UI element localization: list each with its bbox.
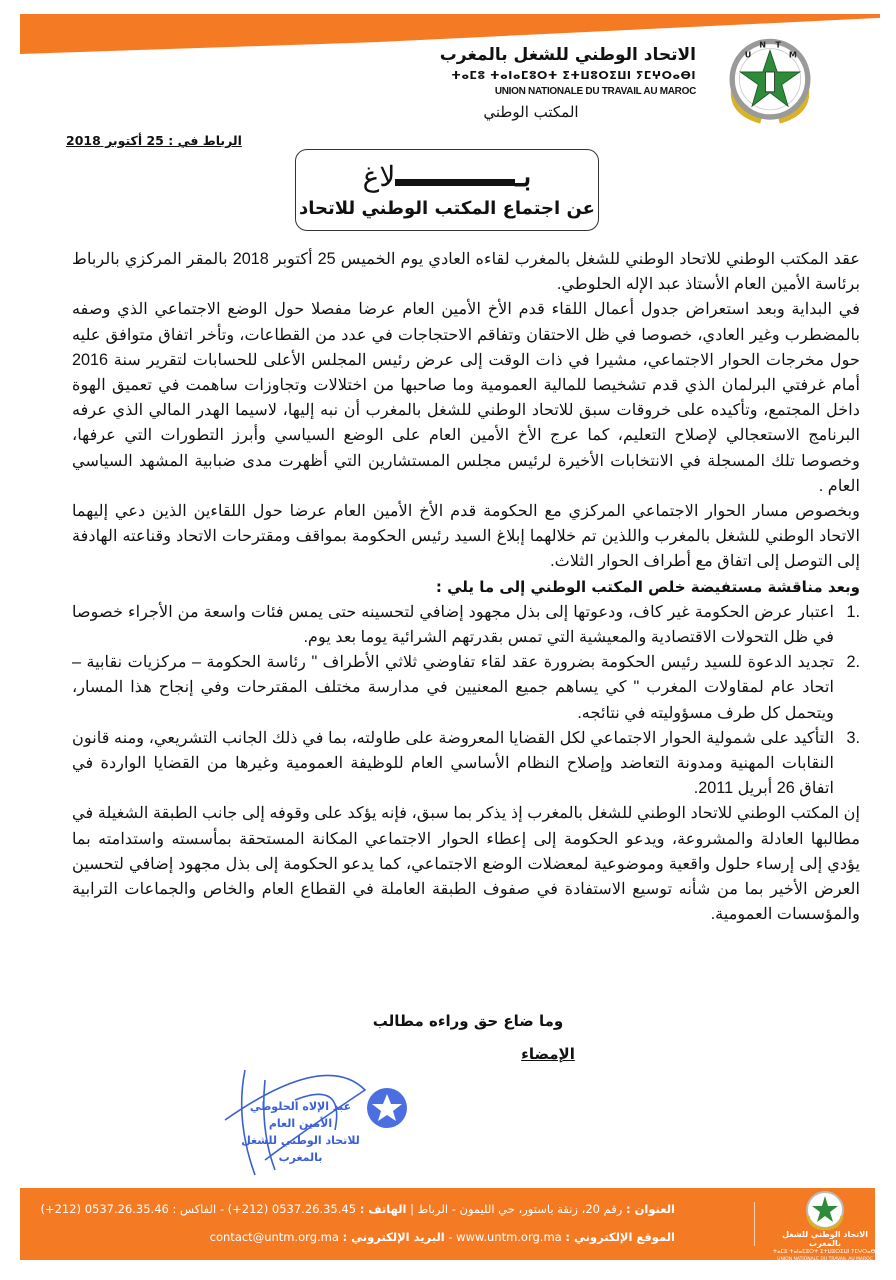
footer-web-line: الموقع الإلكتروني : www.untm.org.ma - البريد الإلكتروني : contact@untm.org.ma — [209, 1230, 675, 1244]
signatory-org: للاتحاد الوطني للشغل بالمغرب — [241, 1134, 360, 1164]
title-box — [295, 149, 599, 231]
website-label: الموقع الإلكتروني : — [565, 1230, 675, 1244]
signature-stamp-text — [228, 1098, 373, 1166]
resolution-number: 3. — [846, 728, 860, 747]
body-section-intro — [72, 247, 860, 927]
resolution-number: 2. — [846, 653, 860, 672]
footer-org-tifinagh: ⵜⴰⵎⵓ ⵜⴰⵏⴰⵎⵓⵔⵜ ⵉⵜⵡⵓⵔⵉⵡⵏ ⵢⵎⵖⵔⴰⴱⵏ — [772, 1249, 878, 1255]
untm-logo-icon — [725, 36, 815, 126]
title-kashida-bar — [395, 179, 515, 186]
org-name-french: UNION NATIONALE DU TRAVAIL AU MAROC — [494, 86, 696, 97]
paragraph-position: إن المكتب الوطني للاتحاد الوطني للشغل بالمغرب إذ يذكر بما سبق، فإنه يؤكد على وقوفه إلى جانب الطبقة الشغيلة في مطالبها العادلة والمشروعة، ويدعو الحكومة إلى إعطاء الحوار الاجتماعي المكانة المستحقة بمأسسته واستدامته بما يؤدي إلى إرساء حلول واقعية وموضوعية لمعضلات الوضع الاجتماعي، كما يدعو الحكومة إلى بذل مجهود إضافي لتحسين العرض الأخير بما من شأنه توسيع الاستفادة في صفوف الطبقة العاملة في القطاع العام والخاص والجماعات الترابية والمؤسسات العمومية. — [72, 804, 860, 924]
phone-value: 0537.26.35.45 (212+) — [227, 1202, 357, 1216]
header-band-left — [20, 14, 380, 54]
logo-letter-n: N — [759, 39, 766, 50]
resolution-text: تجديد الدعوة للسيد رئيس الحكومة بضرورة عقد لقاء تفاوضي ثلاثي الأطراف " رئاسة الحكومة – مركزيات نقابية – اتحاد عام لمقاولات المغرب " كي يساهم جميع المعنيين في مدارسة مختلف المقترحات وفي إنجاح هذا المسار، ويتحمل كل طرف مسؤوليته في نتائجه. — [72, 653, 834, 722]
address-label: العنوان : — [625, 1202, 675, 1216]
resolution-text: التأكيد على شمولية الحوار الاجتماعي لكل القضايا المعروضة على طاولته، بما في ذلك الجانب التشريعي، ومنه قانون النقابات المهنية ومدونة التعاضد وإصلاح النظام الأساسي العام للوظيفة العمومية وغيرها من القضايا الواردة في اتفاق 26 أبريل 2011. — [72, 728, 834, 798]
resolution-item — [72, 600, 860, 650]
paragraph-meeting: عقد المكتب الوطني للاتحاد الوطني للشغل بالمغرب لقاءه العادي يوم الخميس 25 أكتوبر 2018 بالمقر المركزي بالرباط برئاسة الأمين العام الأستاذ عبد الإله الحلوطي. — [72, 250, 861, 294]
signatory-name: عبد الإلاه الحلوطي — [249, 1100, 352, 1113]
date-line: الرباط في : 25 أكتوبر 2018 — [66, 133, 242, 148]
email-label: البريد الإلكتروني : — [342, 1230, 445, 1244]
website-link[interactable]: www.untm.org.ma — [456, 1230, 562, 1244]
org-name-arabic: الاتحاد الوطني للشغل بالمغرب — [439, 45, 696, 65]
footer-divider — [754, 1202, 755, 1246]
logo-letter-u: U — [744, 49, 752, 60]
title-word-start: بـ — [515, 160, 532, 193]
resolution-item — [72, 726, 860, 802]
fax-label: الفاكس : — [172, 1202, 217, 1216]
logo-letter-t: T — [775, 39, 781, 50]
footer-org-french: UNION NATIONALE DU TRAVAIL AU MAROC — [777, 1257, 873, 1262]
footer-org-block — [772, 1230, 878, 1263]
footer-logo-icon — [790, 1190, 860, 1230]
logo-torch — [766, 72, 775, 92]
fax-value: 0537.26.35.46 (212+) — [40, 1202, 169, 1216]
document-subtitle: عن اجتماع المكتب الوطني للاتحاد — [299, 198, 595, 219]
paragraph-social-dialogue: وبخصوص مسار الحوار الاجتماعي المركزي مع الحكومة قدم الأخ الأمين العام عرضا حول اللقاءين الذين دعي إليهما الاتحاد الوطني للشغل بالمغرب واللذين تم خلالهما إبلاغ السيد رئيس الحكومة بمواقف ومقترحات الاتحاد وقناعته الهادفة إلى التوصل إلى اتفاق مع أطراف الحوار الثلاث. — [72, 502, 860, 571]
paragraph-general-secretary-report: في البداية وبعد استعراض جدول أعمال اللقاء قدم الأخ الأمين العام عرضا مفصلا حول الوضع الاجتماعي الذي وصفه بالمضطرب وغير العادي، خصوصا في ظل الاحتقان وتفاقم الاحتجاجات في عدد من القطاعات، وتأخر اتفاق متوافق عليه حول مخرجات الحوار الاجتماعي، مشيرا في ذات الوقت إلى عرض رئيس المجلس الأعلى للحسابات لتقرير سنة 2016 أمام غرفتي البرلمان الذي قدم تشخيصا للمالية العمومية وما صاحبها من اختلالات وتجاوزات ساهمت في تعميق الهوة داخل المجتمع، وتأكيده على خروقات سبق للاتحاد الوطني للشغل بالمغرب أن نبه إليها، لاسيما الهدر المالي الذي عرفه البرنامج الاستعجالي لإصلاح التعليم، كما عرج الأخ الأمين العام على الوضع السياسي وأبرز التطورات التي عرفها، وخصوصا تلك المسجلة في الانتخابات الأخيرة لرئيس مجلس المستشارين التي أظهرت مدى ضبابية المشهد السياسي العام . — [72, 300, 860, 495]
address-value: رقم 20، زنقة باستور، حي الليمون - الرباط — [417, 1202, 623, 1216]
letterhead — [396, 44, 696, 122]
signature-label: الإمضاء — [521, 1045, 575, 1063]
conclusion-heading: وبعد مناقشة مستفيضة خلص المكتب الوطني إلى ما يلي : — [435, 577, 860, 596]
footer-org-arabic: الاتحاد الوطني للشغل بالمغرب — [782, 1230, 868, 1248]
signatory-title: الأمين العام — [268, 1117, 333, 1130]
resolution-item — [72, 650, 860, 726]
title-word-end: لاغ — [362, 160, 396, 193]
office-name: المكتب الوطني — [483, 103, 579, 121]
logo-letter-m: M — [788, 49, 797, 60]
phone-label: الهاتف : — [359, 1202, 407, 1216]
document-title — [296, 156, 598, 192]
footer-band — [20, 1188, 878, 1262]
footer-contact-line: العنوان : رقم 20، زنقة باستور، حي الليمون - الرباط | الهاتف : 0537.26.35.45 (212+) - الفاكس : 0537.26.35.46 (212+) — [40, 1202, 675, 1216]
resolutions-list — [72, 600, 860, 802]
resolution-text: اعتبار عرض الحكومة غير كاف، ودعوتها إلى بذل مجهود إضافي لتحسينه حتى يمس فئات واسعة من الأجراء خصوصا في ظل التحولات الاقتصادية والمعيشية التي تمس بقدرتهم الشرائية يوما بعد يوم. — [72, 602, 834, 647]
resolution-number: 1. — [846, 602, 860, 621]
org-name-tifinagh: ⵜⴰⵎⵓ ⵜⴰⵏⴰⵎⵓⵔⵜ ⵉⵜⵡⵓⵔⵉⵡⵏ ⵢⵎⵖⵔⴰⴱⵏ — [451, 69, 696, 82]
email-link[interactable]: contact@untm.org.ma — [209, 1230, 339, 1244]
closing-motto: وما ضاع حق وراءه مطالب — [372, 1012, 564, 1030]
